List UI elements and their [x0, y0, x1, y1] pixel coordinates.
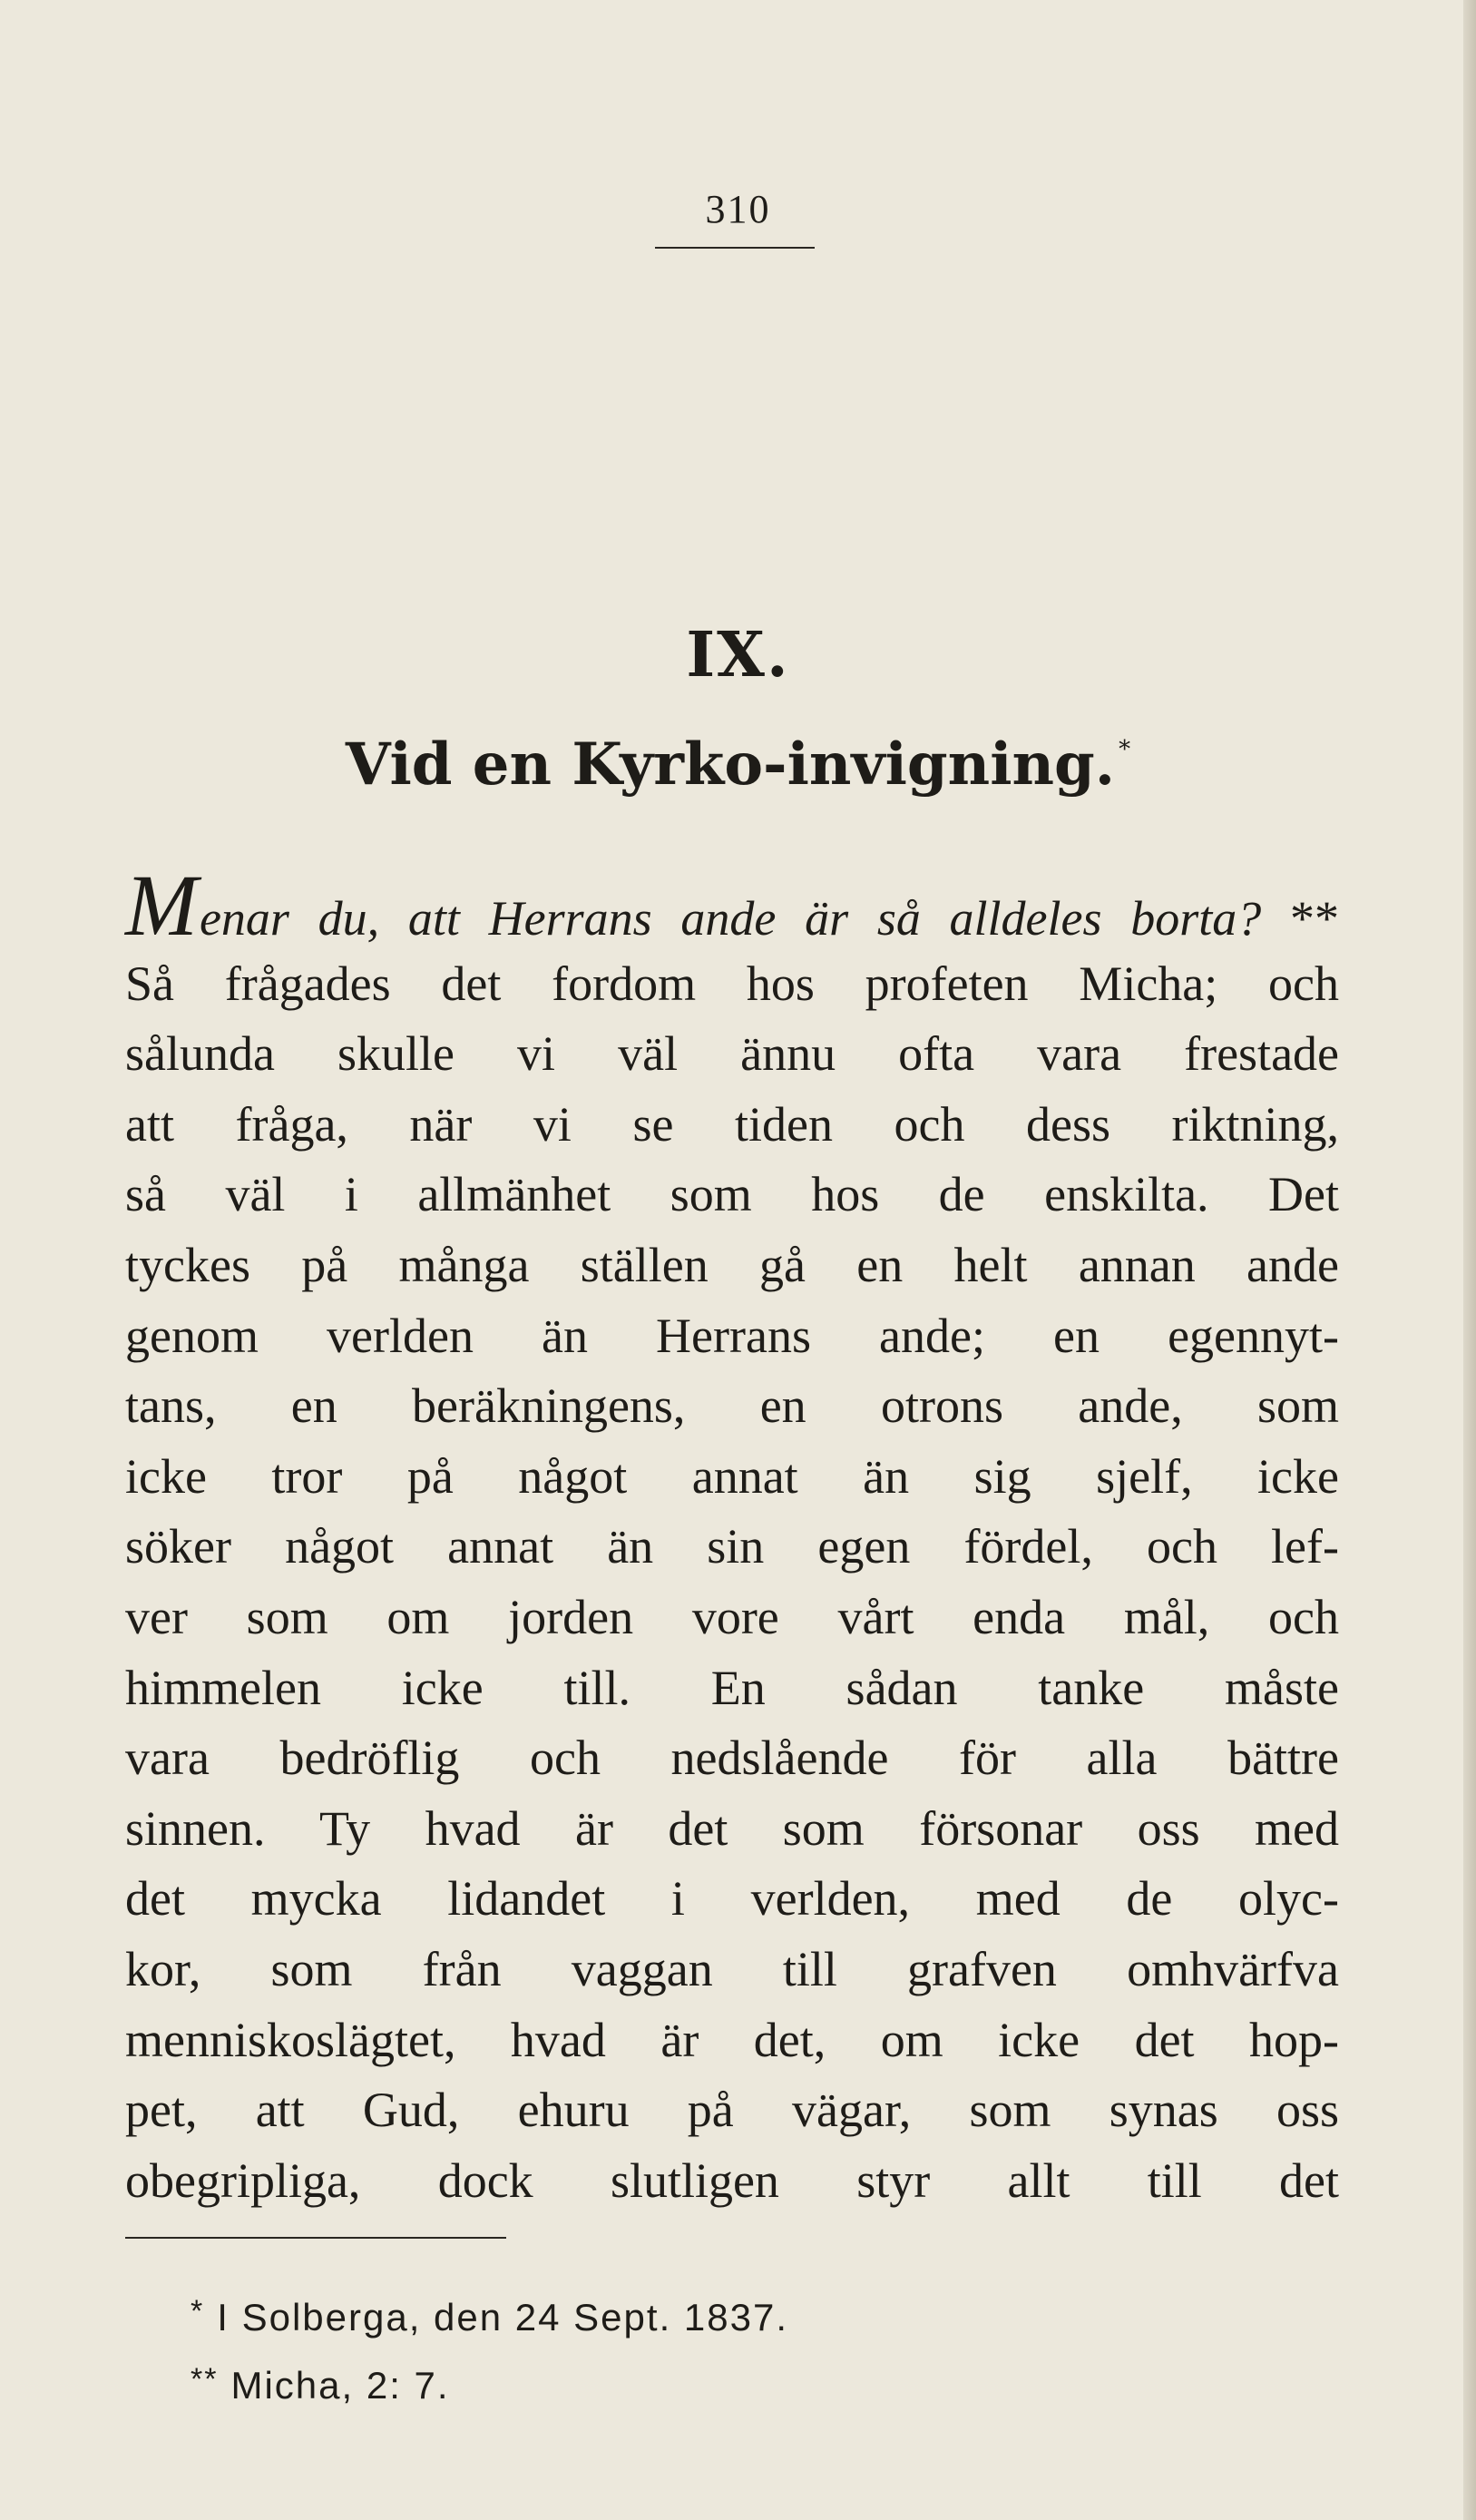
text-line: ver som om jorden vore vårt enda mål, och	[125, 1589, 1339, 1644]
text-line: söker något annat än sin egen fördel, och lef-	[125, 1519, 1339, 1574]
footnote-rule	[125, 2237, 506, 2239]
text-line: genom verlden än Herrans ande; en egennyt-	[125, 1308, 1339, 1363]
text-line: vara bedröflig och nedslående för alla bättre	[125, 1731, 1339, 1786]
text-line: obegripliga, dock slutligen styr allt till det	[125, 2152, 1339, 2208]
text-line: himmelen icke till. En sådan tanke måste	[125, 1660, 1339, 1715]
chapter-title-text: Vid en Kyrko-invigning.	[345, 731, 1116, 799]
text-line: sålunda skulle vi väl ännu ofta vara frestade	[125, 1026, 1339, 1082]
text-line: Så frågades det fordom hos profeten Micha; och	[125, 956, 1339, 1011]
footnote-mark: **	[191, 2362, 219, 2397]
text-line: pet, att Gud, ehuru på vägar, som synas oss	[125, 2083, 1339, 2138]
first-line-footnote-mark: **	[1290, 891, 1339, 946]
footnote-text: I Solberga, den 24 Sept. 1837.	[217, 2296, 789, 2339]
text-line: tans, en beräkningens, en otrons ande, som	[125, 1378, 1339, 1434]
page-number: 310	[705, 187, 771, 231]
text-line: menniskoslägtet, hvad är det, om icke det hop-	[125, 2012, 1339, 2067]
footnote-text: Micha, 2: 7.	[230, 2364, 450, 2407]
chapter-title	[0, 731, 1476, 799]
text-line: att fråga, när vi se tiden och dess riktning,	[125, 1096, 1339, 1152]
footnote-1	[191, 2294, 788, 2339]
body-text	[125, 857, 1339, 2216]
page-number-rule	[655, 247, 815, 249]
first-line-italic: enar du, att Herrans ande är så alldeles borta?	[199, 891, 1262, 946]
text-line: kor, som från vaggan till grafven omhvärfva	[125, 1941, 1339, 1996]
drop-cap: M	[125, 857, 198, 954]
first-line	[125, 857, 1339, 954]
text-line: icke tror på något annat än sig sjelf, icke	[125, 1448, 1339, 1504]
chapter-title-footnote-mark: *	[1119, 736, 1131, 763]
chapter-number: IX.	[686, 619, 790, 691]
text-line: så väl i allmänhet som hos de enskilta. Det	[125, 1167, 1339, 1222]
text-line: det mycka lidandet i verlden, med de olyc-	[125, 1871, 1339, 1927]
footnote-2	[191, 2362, 450, 2407]
footnote-mark: *	[191, 2294, 205, 2329]
text-line: tyckes på många ställen gå en helt annan ande	[125, 1237, 1339, 1292]
page-edge	[1463, 0, 1476, 2520]
text-line: sinnen. Ty hvad är det som försonar oss med	[125, 1800, 1339, 1856]
